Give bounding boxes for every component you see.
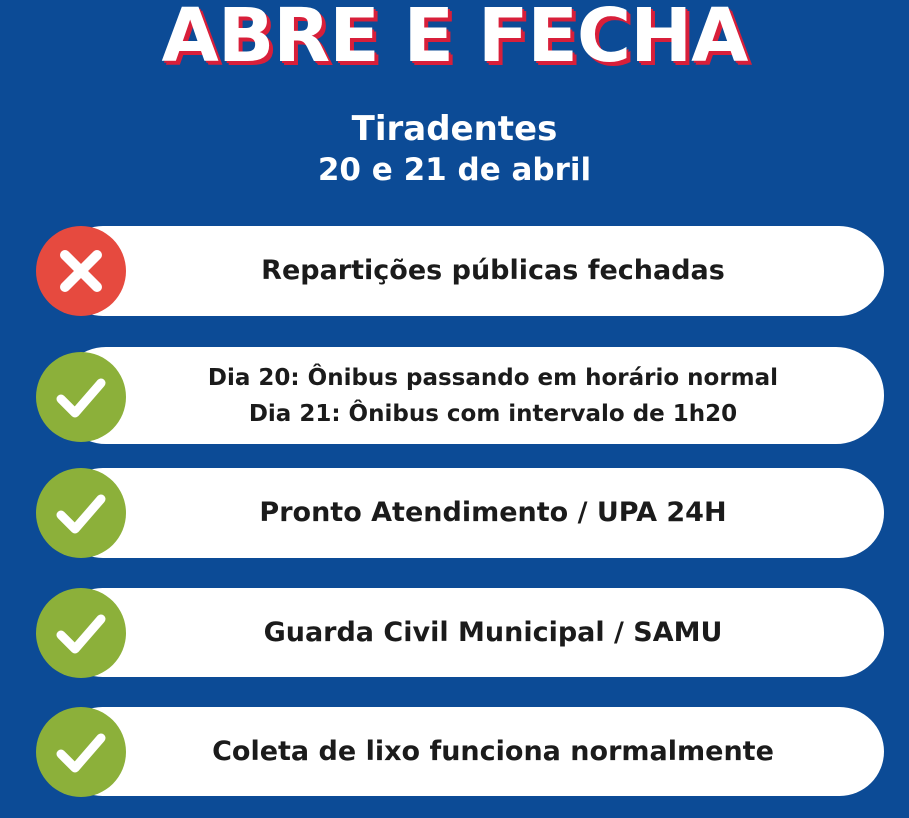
- status-item-label: Guarda Civil Municipal / SAMU: [263, 616, 723, 648]
- checkmark-icon: [36, 352, 126, 442]
- status-item-label-line-2: Dia 21: Ônibus com intervalo de 1h20: [248, 400, 738, 427]
- status-item-label: Repartições públicas fechadas: [261, 255, 725, 286]
- checkmark-glyph: [53, 724, 109, 780]
- status-item-public-offices: [58, 226, 884, 316]
- status-item-label: Coleta de lixo funciona normalmente: [212, 735, 774, 767]
- checkmark-glyph: [53, 485, 109, 541]
- page-title: ABRE E FECHA: [161, 0, 748, 79]
- checkmark-icon: [36, 588, 126, 678]
- status-item-bus: [58, 347, 884, 444]
- checkmark-glyph: [53, 369, 109, 425]
- status-item-label-line-1: Dia 20: Ônibus passando em horário normal: [207, 364, 779, 391]
- holiday-dates: 20 e 21 de abril: [317, 152, 592, 188]
- checkmark-icon: [36, 468, 126, 558]
- status-item-emergency-care: [58, 468, 884, 558]
- checkmark-glyph: [53, 605, 109, 661]
- checkmark-icon: [36, 707, 126, 797]
- close-x-icon: [36, 226, 126, 316]
- close-x-glyph: [53, 243, 109, 299]
- holiday-name: Tiradentes: [351, 109, 558, 149]
- status-item-garbage-collection: [58, 707, 884, 796]
- status-item-civil-guard: [58, 588, 884, 677]
- status-item-label: Pronto Atendimento / UPA 24H: [259, 497, 727, 528]
